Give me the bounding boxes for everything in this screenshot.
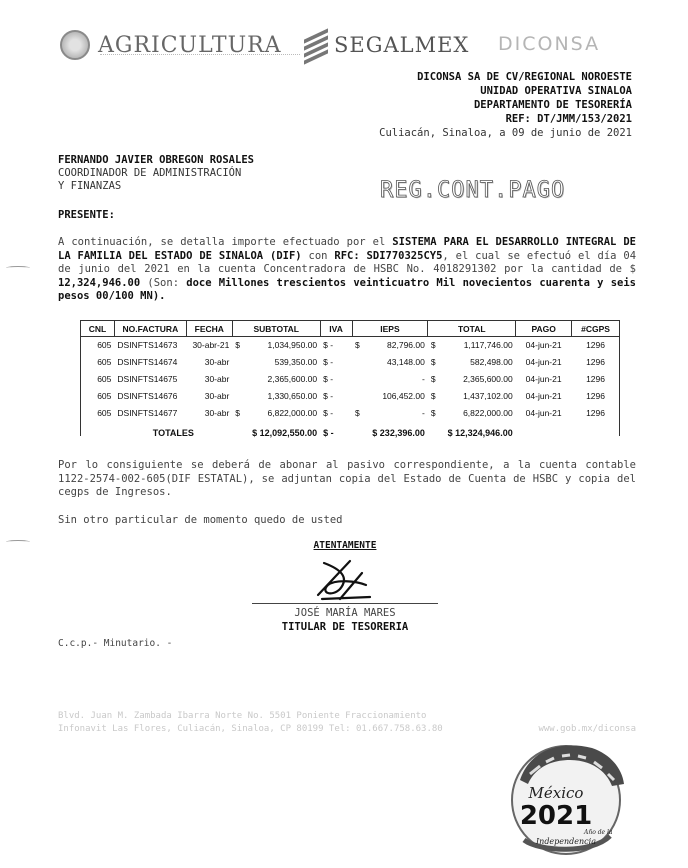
header-logos <box>60 30 620 64</box>
totals-iva: $ - <box>323 427 334 438</box>
reference-number: REF: DT/JMM/153/2021 <box>505 113 632 125</box>
registration-stamp: REG.CONT.PAGO <box>380 178 566 203</box>
cell-cgps: 1296 <box>586 408 605 418</box>
col-header-pago: PAGO <box>516 321 572 337</box>
cell-iva: $ - <box>323 374 334 384</box>
salutation: PRESENTE: <box>58 209 115 221</box>
signer-name: JOSÉ MARÍA MARES <box>294 607 396 619</box>
table-row <box>81 405 620 422</box>
cell-ieps: $ 82,796.00 <box>355 340 425 351</box>
margin-mark-top <box>6 266 30 270</box>
invoice-table <box>80 320 620 444</box>
cell-iva: $ - <box>323 340 334 351</box>
cell-ieps: 106,452.00 <box>382 391 425 401</box>
cell-cgps: 1296 <box>586 357 605 367</box>
col-header-cnl: CNL <box>81 321 115 337</box>
segalmex-logo <box>302 30 469 60</box>
cell-subtotal: 1,330,650.00 <box>267 391 318 401</box>
badge-mexico-text: México <box>528 784 584 802</box>
footer-address-line2: Infonavit Las Flores, Culiacán, Sinaloa, CP 80199 Tel: 01.667.758.63.80 <box>58 724 443 734</box>
paragraph-intro: A continuación, se detalla importe efectuado por el SISTEMA PARA EL DESARROLLO INTEGRAL DE LA FAMILIA DEL ESTADO DE SINALOA (DIF) con RFC: SDI770325CY5, el cual se efectuó el día 04 de junio del 2021 en la cuenta Concentradora de HSBC No. 4018291302 por la cantidad de $ 12,324,946.00 (Son: doce Millones trescientos veinticuatro Mil novecientos cuarenta y seis pesos 00/100 MN). <box>58 236 637 302</box>
cell-factura: DSINFTS14675 <box>117 374 178 384</box>
cell-factura: DSINFTS14677 <box>117 408 178 418</box>
cell-iva: $ - <box>323 408 334 418</box>
col-header-total: TOTAL <box>428 321 516 337</box>
signature-block <box>252 540 438 633</box>
margin-mark-bottom <box>6 540 30 544</box>
table-row <box>81 371 620 388</box>
recipient-name: FERNANDO JAVIER OBREGON ROSALES <box>58 154 254 166</box>
totals-label: TOTALES <box>152 427 194 438</box>
totals-total: $ 12,324,946.00 <box>447 427 513 438</box>
handwritten-signature-icon <box>310 555 380 601</box>
sender-department: DEPARTAMENTO DE TESORERÍA <box>473 99 632 111</box>
cell-pago: 04-jun-21 <box>525 357 562 367</box>
cell-total: $ 582,498.00 <box>430 357 513 367</box>
cell-subtotal: 539,350.00 <box>274 357 318 367</box>
segalmex-logo-text: SEGALMEX <box>334 33 470 57</box>
cell-pago: 04-jun-21 <box>525 391 562 401</box>
sender-address-block <box>379 70 632 140</box>
table-header-row <box>81 321 620 337</box>
agricultura-logo-text: AGRICULTURA <box>98 32 282 58</box>
cell-cnl: 605 <box>97 391 112 401</box>
col-header-fecha: FECHA <box>186 321 232 337</box>
ccp-note: C.c.p.- Minutario. - <box>58 638 173 649</box>
cell-fecha: 30-abr <box>204 408 230 418</box>
cell-pago: 04-jun-21 <box>525 374 562 384</box>
totals-subtotal: $ 12,092,550.00 <box>252 427 318 438</box>
cell-fecha: 30-abr <box>204 391 230 401</box>
cell-cgps: 1296 <box>586 340 605 351</box>
cell-total: $ 6,822,000.00 <box>430 408 513 418</box>
cell-iva: $ - <box>323 357 334 367</box>
segalmex-mark-icon <box>302 30 330 60</box>
agricultura-logo <box>60 30 282 60</box>
cell-fecha: 30-abr-21 <box>192 340 230 351</box>
recipient-block <box>58 154 254 193</box>
paragraph-accounting: Por lo consiguiente se deberá de abonar al pasivo correspondiente, a la cuenta contable 1122-2574-002-605(DIF ESTATAL), se adjuntan copia del Estado de Cuenta de HSBC y copia del cegps de Ingresos. <box>58 459 636 498</box>
cell-subtotal: $ 6,822,000.00 <box>235 408 318 418</box>
col-header-subtotal: SUBTOTAL <box>232 321 320 337</box>
cell-iva: $ - <box>323 391 334 401</box>
cell-subtotal: $ 1,034,950.00 <box>235 340 318 351</box>
cell-ieps: $ - <box>355 408 425 418</box>
sender-company: DICONSA SA DE CV/REGIONAL NOROESTE <box>417 71 632 83</box>
cell-pago: 04-jun-21 <box>525 408 562 418</box>
table-row <box>81 388 620 405</box>
national-seal-icon <box>60 30 90 60</box>
table-row <box>81 354 620 371</box>
mexico-2021-badge-icon <box>500 740 632 858</box>
col-header-iva: IVA <box>320 321 352 337</box>
table-row <box>81 337 620 354</box>
letter-date: Culiacán, Sinaloa, a 09 de junio de 2021 <box>379 127 632 139</box>
footer-website: www.gob.mx/diconsa <box>538 724 636 734</box>
cell-factura: DSINFTS14676 <box>117 391 178 401</box>
signer-role: TITULAR DE TESORERIA <box>281 621 409 633</box>
cell-total: $ 2,365,600.00 <box>430 374 513 384</box>
table-totals-row <box>81 422 620 444</box>
logo-subtitle-line <box>100 54 300 57</box>
recipient-role-line2: Y FINANZAS <box>58 180 122 192</box>
badge-year-text: 2021 <box>519 801 593 831</box>
sender-unit: UNIDAD OPERATIVA SINALOA <box>480 85 632 97</box>
cell-cnl: 605 <box>97 374 112 384</box>
atentamente-label: ATENTAMENTE <box>313 540 377 551</box>
cell-total: $ 1,437,102.00 <box>430 391 513 401</box>
cell-subtotal: 2,365,600.00 <box>267 374 318 384</box>
cell-pago: 04-jun-21 <box>525 340 562 351</box>
cell-cnl: 605 <box>97 340 112 351</box>
badge-sub2-text: Independencia <box>536 837 596 846</box>
signature-line <box>252 603 438 604</box>
cell-ieps: - <box>422 374 425 384</box>
cell-ieps: 43,148.00 <box>387 357 425 367</box>
cell-cnl: 605 <box>97 357 112 367</box>
cell-factura: DSINFTS14674 <box>117 357 178 367</box>
badge-sub1-text: Año de la <box>584 829 613 836</box>
cell-cgps: 1296 <box>586 374 605 384</box>
cell-fecha: 30-abr <box>204 357 230 367</box>
totals-ieps: $ 232,396.00 <box>372 427 425 438</box>
cell-cgps: 1296 <box>586 391 605 401</box>
cell-cnl: 605 <box>97 408 112 418</box>
cell-total: $ 1,117,746.00 <box>430 340 513 351</box>
col-header-factura: NO.FACTURA <box>114 321 186 337</box>
diconsa-logo-text: DICONSA <box>498 33 601 55</box>
cell-factura: DSINFTS14673 <box>117 340 178 351</box>
footer-address-line1: Blvd. Juan M. Zambada Ibarra Norte No. 5501 Poniente Fraccionamiento <box>58 711 427 721</box>
col-header-cgps: #CGPS <box>572 321 620 337</box>
recipient-role-line1: COORDINADOR DE ADMINISTRACIÓN <box>58 167 242 179</box>
footer-address <box>58 710 636 736</box>
cell-fecha: 30-abr <box>204 374 230 384</box>
paragraph-closing: Sin otro particular de momento quedo de usted <box>58 514 343 526</box>
col-header-ieps: IEPS <box>352 321 428 337</box>
